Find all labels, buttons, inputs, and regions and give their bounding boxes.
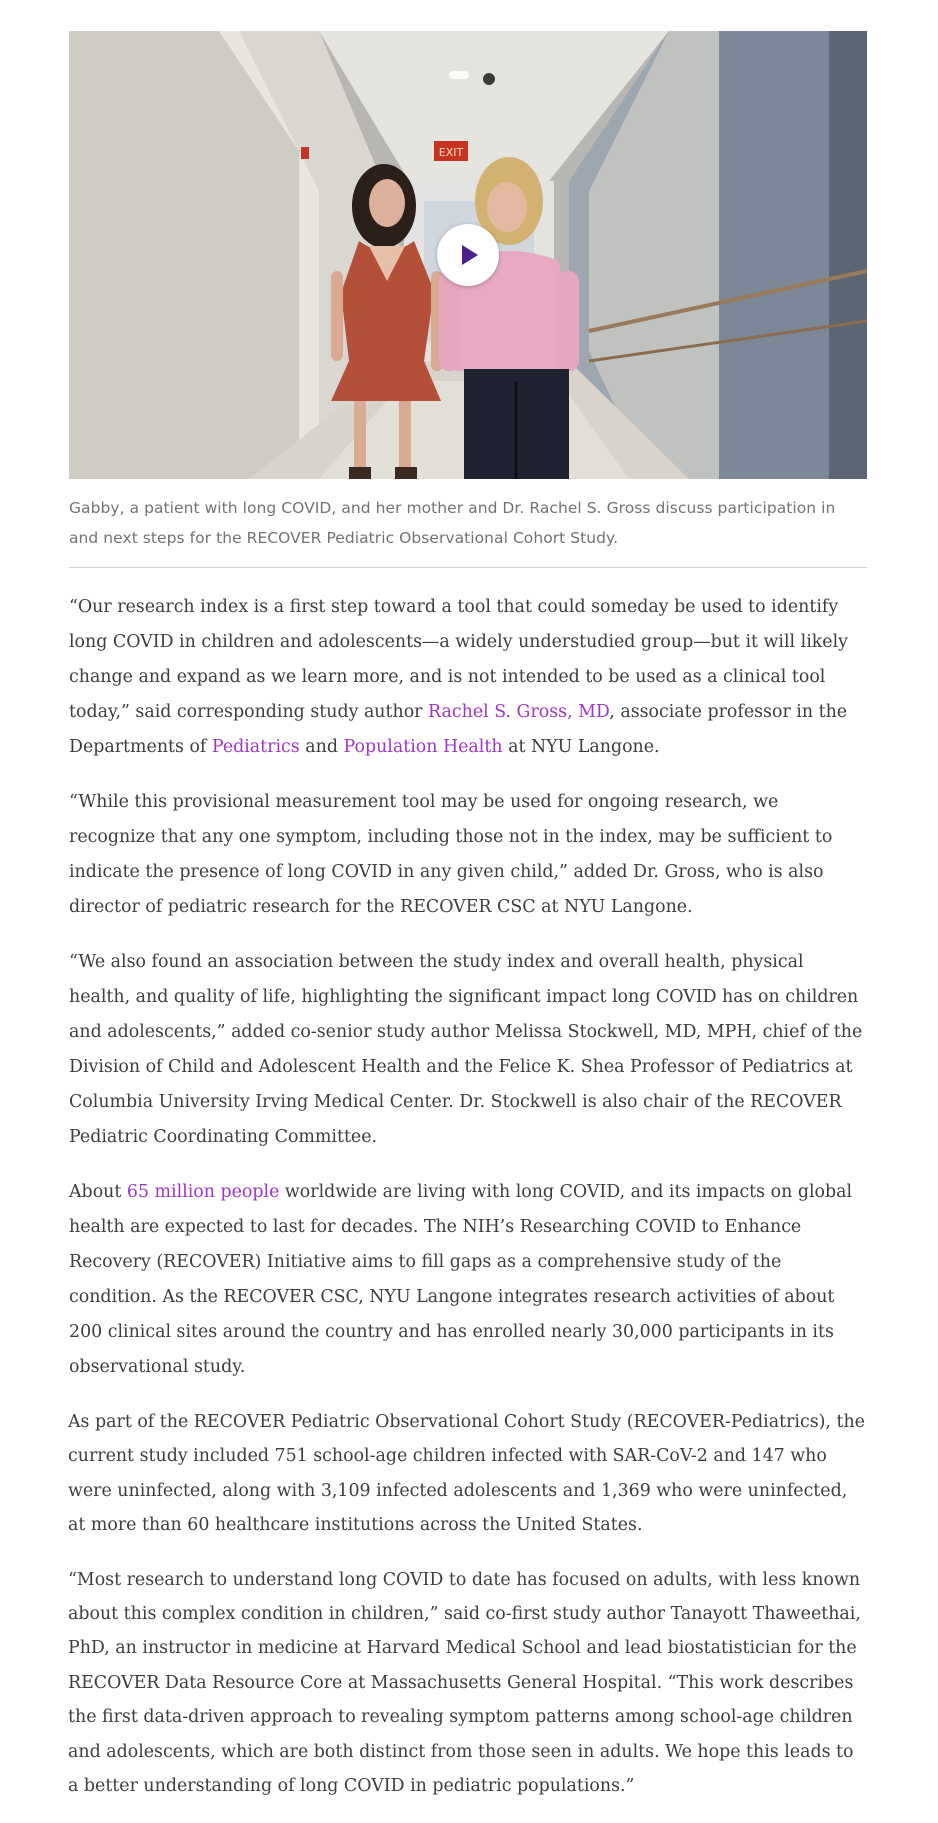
paragraph-5: As part of the RECOVER Pediatric Observational Cohort Study (RECOVER-Pediatrics), the current study included 751 school-age children infected with SAR-CoV-2 and 147 who were uninfected, along with 3,109 infected adolescents and 1,369 who were uninfected, at more than 60 healthcare institutions across the United States. bbox=[68, 1412, 865, 1536]
article-container bbox=[69, 31, 867, 1823]
play-icon bbox=[437, 224, 499, 286]
paragraph-3: “We also found an association between the study index and overall health, physical health, and quality of life, highlighting the significant impact long COVID has on children and adolescents,” added co-senior study author Melissa Stockwell, MD, MPH, chief of the Division of Child and Adolescent Health and the Felice K. Shea Professor of Pediatrics at Columbia University Irving Medical Center. Dr. Stockwell is also chair of the RECOVER Pediatric Coordinating Committee. bbox=[69, 952, 863, 1147]
paragraph-1-text: “Our research index is a first step toward a tool that could someday be used to identify long COVID in children and adolescents—a widely understudied group—but it will likely change and expand as we learn more, and is not intended to be used as a clinical tool today,” said corresponding study author bbox=[69, 597, 848, 722]
paragraph-4-text: About bbox=[69, 1182, 127, 1202]
paragraph-4 bbox=[69, 1175, 867, 1385]
video-caption: Gabby, a patient with long COVID, and her mother and Dr. Rachel S. Gross discuss participation in and next steps for the RECOVER Pediatric Observational Cohort Study. bbox=[69, 493, 867, 568]
link-65-million-people[interactable]: 65 million people bbox=[126, 1182, 280, 1202]
paragraph-2: “While this provisional measurement tool may be used for ongoing research, we recognize that any one symptom, including those not in the index, may be sufficient to indicate the presence of long COVID in any given child,” added Dr. Gross, who is also director of pediatric research for the RECOVER CSC at NYU Langone. bbox=[69, 792, 833, 917]
link-rachel-gross[interactable]: Rachel S. Gross, MD bbox=[428, 702, 610, 722]
link-population-health[interactable]: Population Health bbox=[343, 737, 503, 757]
video-player[interactable] bbox=[69, 31, 867, 479]
paragraph-4-text-end: worldwide are living with long COVID, and its impacts on global health are expected to last for decades. The NIH’s Researching COVID to Enhance Recovery (RECOVER) Initiative aims to fill gaps as a comprehensive study of the condition. As the RECOVER CSC, NYU Langone integrates research activities of about 200 clinical sites around the country and has enrolled nearly 30,000 participants in its observational study. bbox=[69, 1182, 853, 1377]
play-button[interactable] bbox=[437, 224, 499, 286]
paragraph-1-text-mid: , associate professor in the Departments of bbox=[69, 702, 848, 757]
paragraph-1 bbox=[69, 590, 867, 765]
link-pediatrics[interactable]: Pediatrics bbox=[211, 737, 300, 757]
article-body bbox=[69, 590, 867, 1803]
paragraph-6: “Most research to understand long COVID to date has focused on adults, with less known about this complex condition in children,” said co-first study author Tanayott Thaweethai, PhD, an instructor in medicine at Harvard Medical School and lead biostatistician for the RECOVER Data Resource Core at Massachusetts General Hospital. “This work describes the first data-driven approach to revealing symptom patterns among school-age children and adolescents, which are both distinct from those seen in adults. We hope this leads to a better understanding of long COVID in pediatric populations.” bbox=[68, 1569, 861, 1797]
exit-sign-text: EXIT bbox=[438, 146, 464, 159]
paragraph-1-text-end: at NYU Langone. bbox=[502, 737, 660, 757]
paragraph-1-text-and: and bbox=[299, 737, 344, 757]
